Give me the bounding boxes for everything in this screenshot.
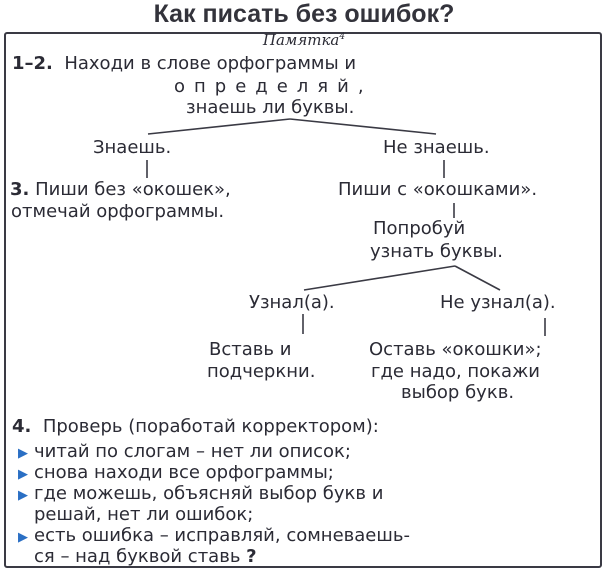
branch-not-found-out: Не узнал(а). xyxy=(440,292,556,313)
leave-line-2: где надо, покажи xyxy=(371,361,540,382)
leave-line-3: выбор букв. xyxy=(401,382,515,403)
try-line-1: Попробуй xyxy=(373,218,466,239)
bullet-icon: ▶ xyxy=(18,530,28,545)
branch-dont-know: Не знаешь. xyxy=(383,137,490,158)
subtitle-text: Памятка xyxy=(262,31,340,49)
connector-to-not-found xyxy=(455,266,500,290)
check-item-1: читай по слогам – нет ли описок; xyxy=(34,441,351,462)
branch-know: Знаешь. xyxy=(93,137,172,158)
try-line-2: узнать буквы. xyxy=(370,241,504,262)
insert-line-2: подчеркни. xyxy=(207,361,316,382)
check-item-3-line-1: где можешь, объясняй выбор букв и xyxy=(34,483,384,504)
step-1-2-line-2: определяй, xyxy=(174,76,373,97)
check-item-4-text: ся – над буквой ставь xyxy=(34,546,247,567)
write-with-windows: Пиши с «окошками». xyxy=(338,179,538,200)
leave-line-1: Оставь «окошки»; xyxy=(369,339,542,360)
step-number: 3. xyxy=(10,179,30,200)
step-3-line-2: отмечай орфограммы. xyxy=(11,201,225,222)
connector-to-know xyxy=(148,119,290,134)
page-title: Как писать без ошибок? xyxy=(153,0,455,28)
step-number: 4. xyxy=(12,416,32,437)
check-item-2: снова находи все орфограммы; xyxy=(34,462,334,483)
step-1-2-line-3: знаешь ли буквы. xyxy=(186,97,355,118)
step-number: 1–2. xyxy=(12,53,53,74)
check-item-4-line-1: есть ошибка – исправляй, сомневаешь- xyxy=(34,525,410,546)
connector-to-found xyxy=(304,266,455,290)
step-text: Находи в слове орфограммы и xyxy=(64,53,357,74)
step-text: Пиши без «окошек», xyxy=(35,179,231,200)
footnote-mark: 4 xyxy=(339,32,346,42)
question-mark: ? xyxy=(246,546,257,567)
step-text: Проверь (поработай корректором): xyxy=(42,416,379,437)
check-item-3-line-2: решай, нет ли ошибок; xyxy=(34,504,254,525)
bullet-icon: ▶ xyxy=(18,467,28,482)
insert-line-1: Вставь и xyxy=(209,339,292,360)
bullet-icon: ▶ xyxy=(18,446,28,461)
branch-found-out: Узнал(а). xyxy=(249,292,335,313)
bullet-icon: ▶ xyxy=(18,488,28,503)
connector-to-dont-know xyxy=(290,119,436,134)
